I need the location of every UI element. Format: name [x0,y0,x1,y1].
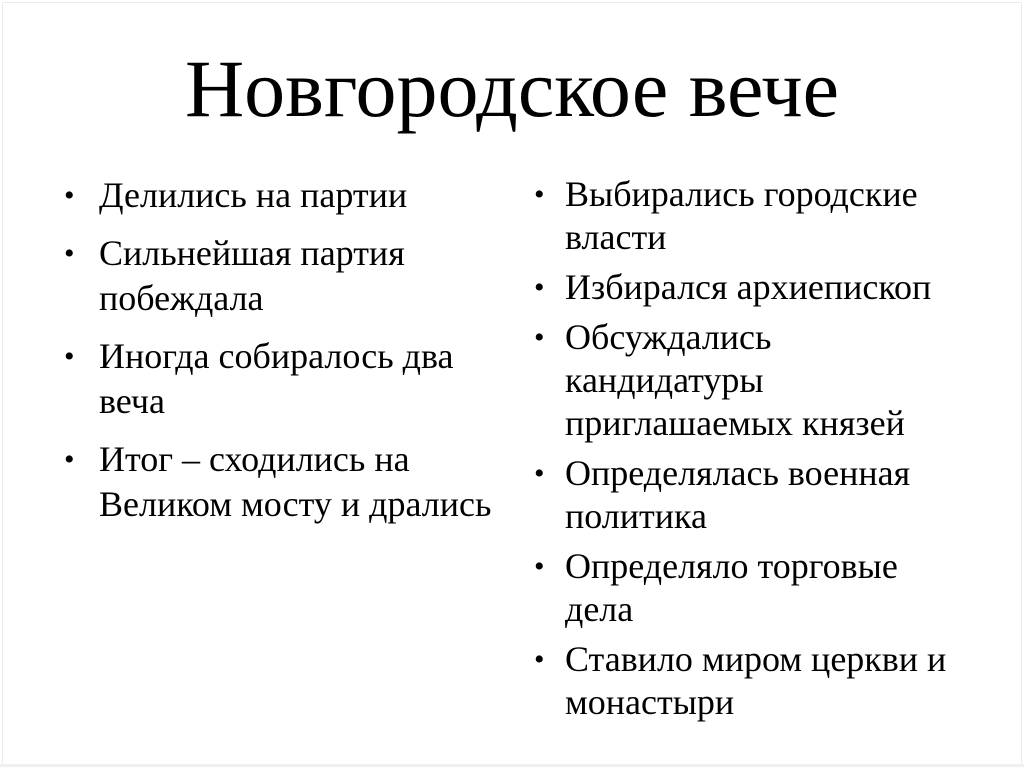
bullet-item: • Выбирались городские власти [532,173,975,259]
bullet-item: • Иногда собиралось два веча [62,334,520,424]
bullet-item: • Обсуждались кандидатуры приглашаемых князей [532,316,975,445]
slide-body [62,173,975,731]
bullet-item: • Ставило миром церкви и монастыри [532,638,975,724]
bullet-item: • Делились на партии [62,173,520,218]
bullet-item: • Избирался архиепископ [532,266,975,309]
bullet-item: • Сильнейшая партия побеждала [62,231,520,321]
bullet-item: • Определялась военная политика [532,452,975,538]
slide-title: Новгородское вече [184,43,840,134]
bullet-item: • Определяло торговые дела [532,545,975,631]
left-bullet-list [62,173,520,731]
bullet-item: • Итог – сходились на Великом мосту и дрались [62,437,520,527]
right-bullet-list [532,173,975,731]
